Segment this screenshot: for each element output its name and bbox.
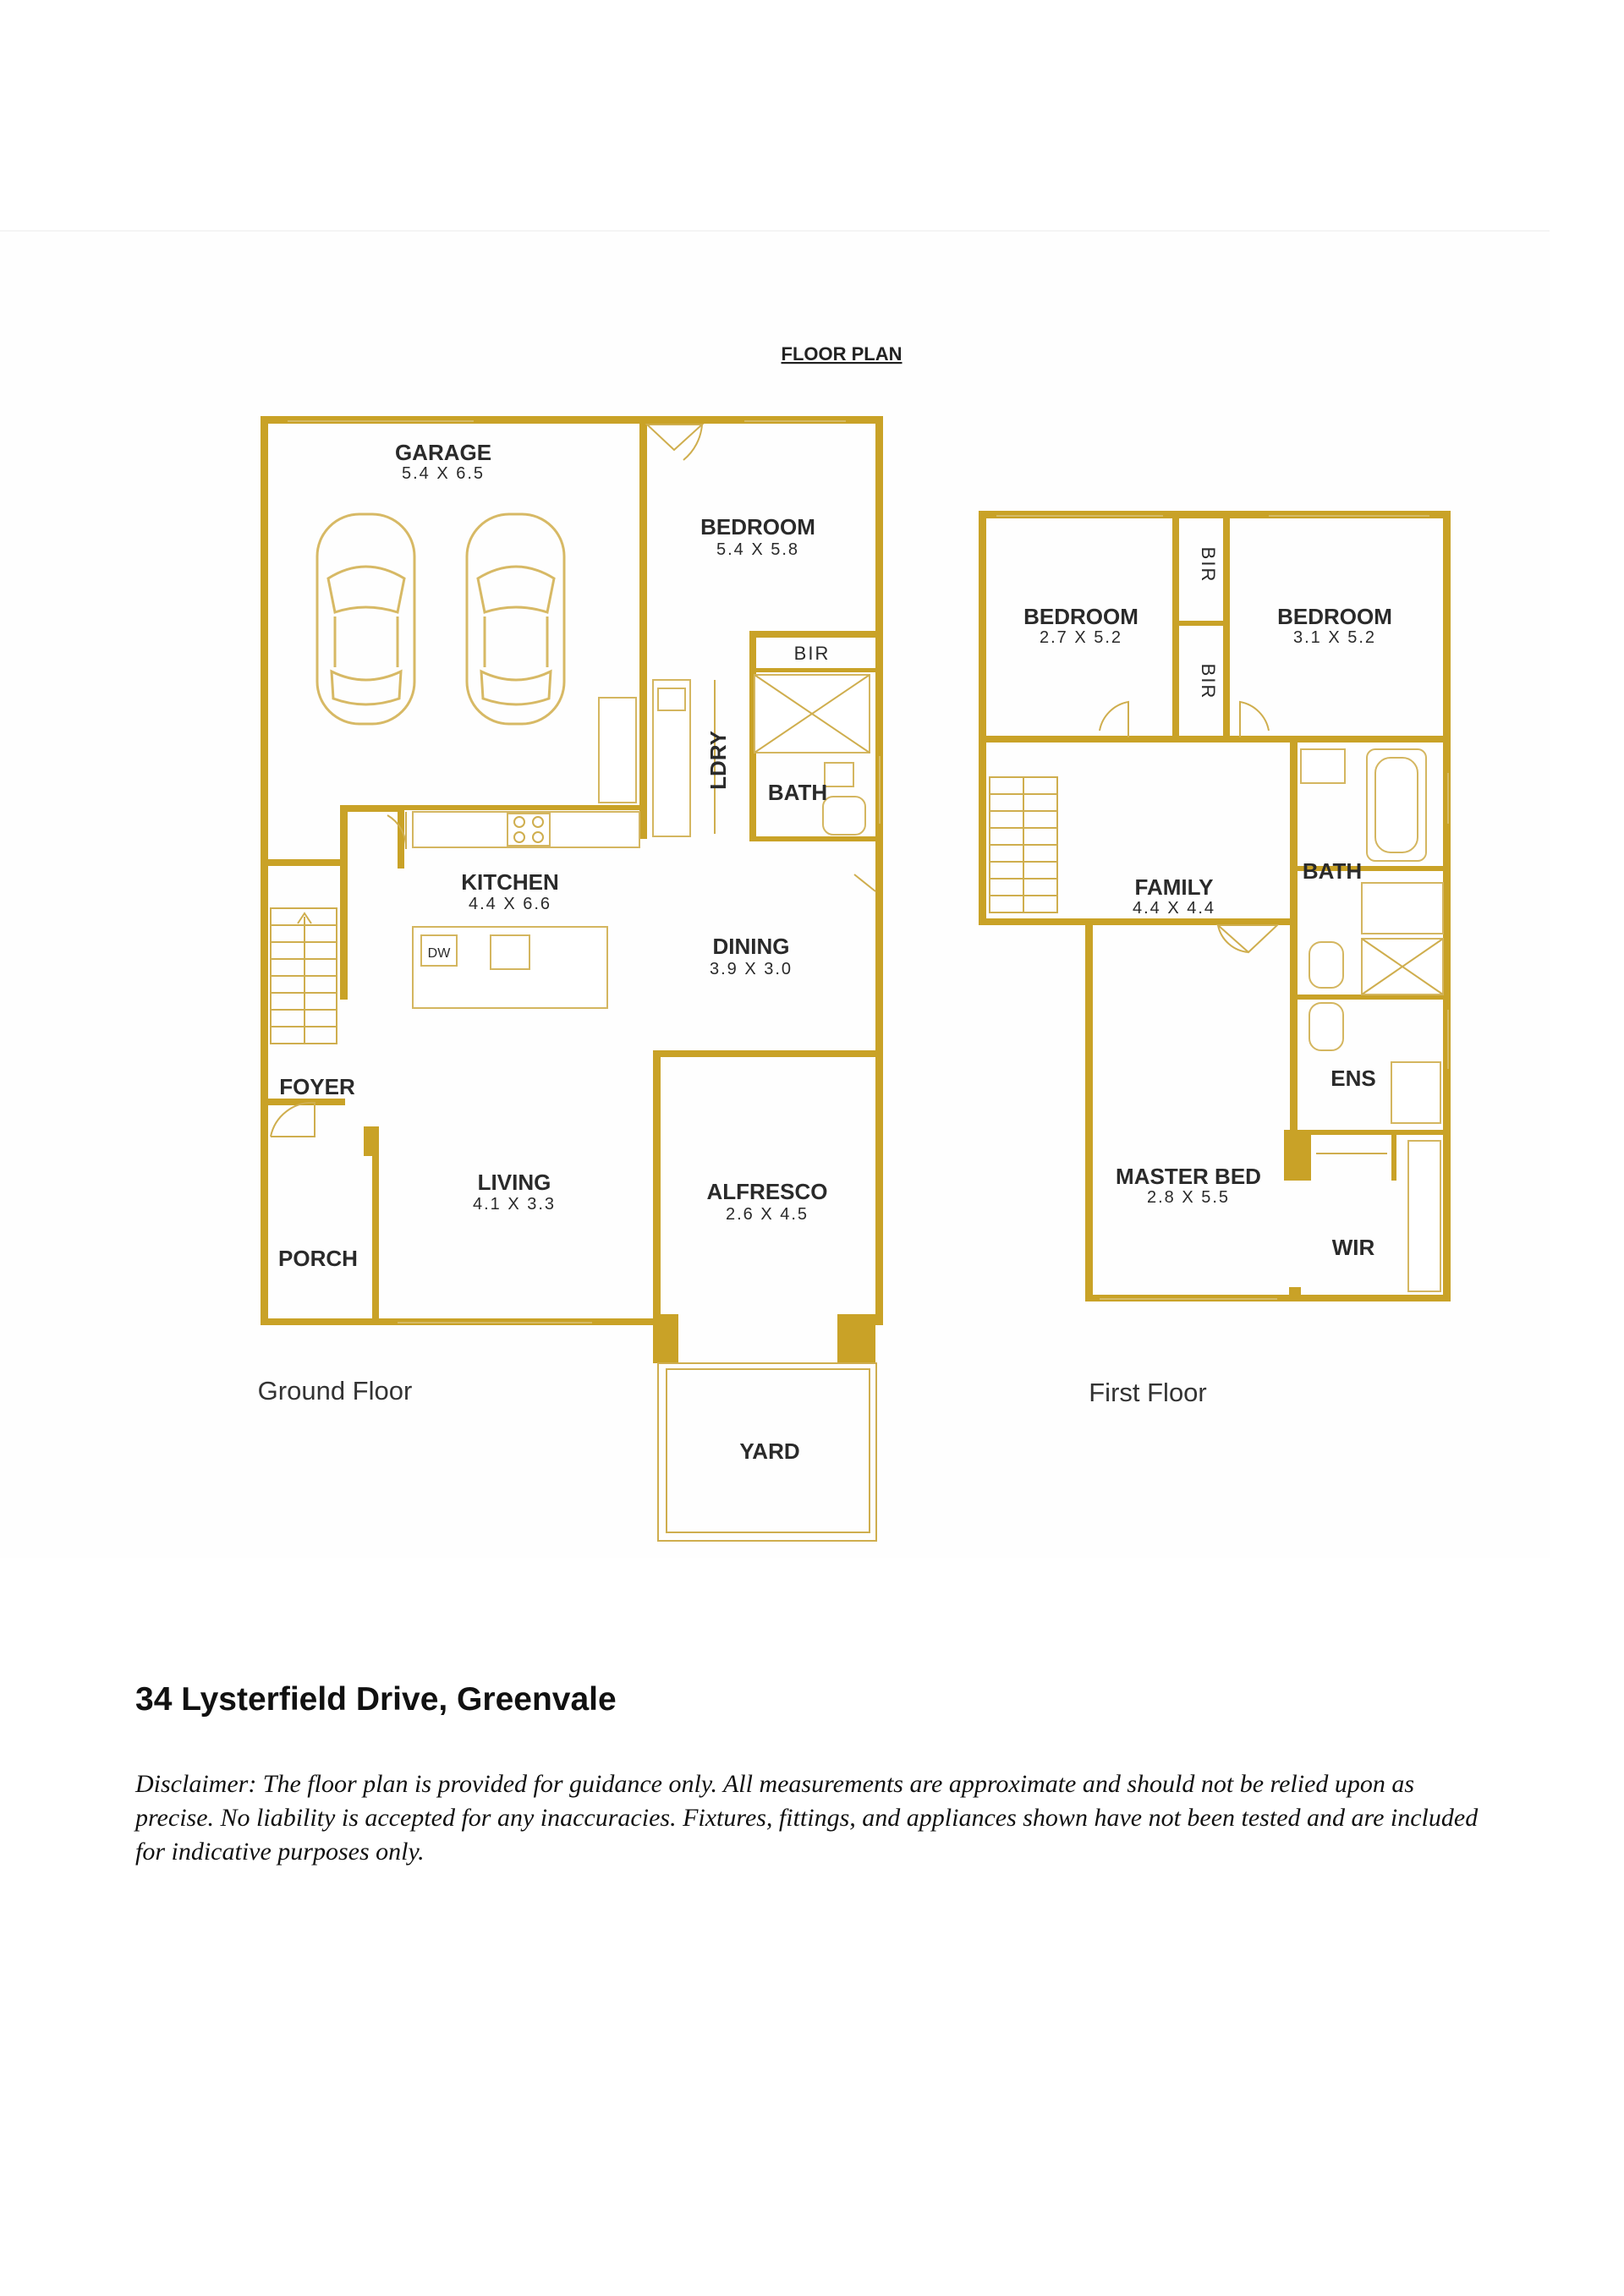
- wall-garage-top: [261, 416, 641, 424]
- floor-plan-diagram: [0, 232, 1550, 1558]
- wall-ens-wir: [1290, 1130, 1451, 1135]
- dishwasher-label: DW: [427, 946, 451, 961]
- wall-west: [261, 416, 268, 1325]
- door-entry: [271, 1103, 315, 1137]
- wall-alfresco-top: [653, 1050, 881, 1057]
- door-bed-left: [1100, 702, 1128, 737]
- wall-porch-east: [372, 1126, 379, 1325]
- wall-first-west: [979, 511, 986, 925]
- room-master-bed-name: MASTER BED: [1116, 1164, 1261, 1189]
- wall-garage-bottom-left: [340, 805, 399, 812]
- room-porch-name: PORCH: [278, 1246, 358, 1271]
- room-foyer-name: FOYER: [279, 1074, 355, 1099]
- car-left-icon: [317, 514, 414, 724]
- island-sink-icon: [491, 935, 529, 969]
- stairs-first: [990, 777, 1057, 912]
- cooktop-icon: [508, 814, 550, 846]
- bathtub-inner: [1375, 758, 1418, 852]
- wall-garage-door-jamb: [398, 805, 404, 869]
- room-bedroom-name: BEDROOM: [700, 514, 815, 540]
- property-address: 34 Lysterfield Drive, Greenvale: [135, 1681, 617, 1718]
- wall-column-alfresco-left: [653, 1314, 678, 1363]
- stairs-ground: [271, 908, 337, 1044]
- floor-plan-title: FLOOR PLAN: [781, 343, 903, 364]
- wall-column-alfresco-right: [837, 1314, 875, 1363]
- wall-stair-east: [340, 805, 348, 1000]
- door-bedroom-swing: [683, 425, 702, 460]
- room-living-dims: 4.1 X 3.3: [472, 1195, 557, 1214]
- room-alfresco-name: ALFRESCO: [706, 1179, 828, 1204]
- wall-bir-bottom: [749, 668, 876, 672]
- room-bedroom-left-dims: 2.7 X 5.2: [1039, 628, 1123, 647]
- room-bedroom-left-name: BEDROOM: [1023, 604, 1138, 629]
- room-ensuite-name: ENS: [1330, 1066, 1376, 1091]
- wall-garage-bedroom: [639, 416, 647, 839]
- ground-floor: [258, 416, 883, 1541]
- disclaimer-text: Disclaimer: The floor plan is provided for guidance only. All measurements are approximate and should not be relied upon as precise. No liability is accepted for any inaccuracies. Fixtures, fittings, and appliances shown have not been tested and are included for indicative purposes only.: [135, 1770, 1479, 1866]
- toilet-icon: [823, 797, 865, 835]
- wall-column-master: [1284, 1130, 1311, 1181]
- basin-first-icon: [1301, 749, 1345, 783]
- wall-bath-west-first: [1290, 737, 1298, 1142]
- wall-first-stair-bottom: [979, 918, 1089, 925]
- wall-bir-divider: [1172, 621, 1230, 626]
- room-garage-dims: 5.4 X 6.5: [401, 464, 486, 483]
- wall-bedrooms-bottom: [979, 736, 1451, 743]
- ground-floor-label: Ground Floor: [257, 1376, 413, 1406]
- room-wir-name: WIR: [1331, 1235, 1375, 1260]
- room-dining-dims: 3.9 X 3.0: [709, 960, 793, 978]
- room-dining-name: DINING: [712, 934, 790, 959]
- laundry-sink-icon: [658, 688, 685, 710]
- wall-garage-stair: [261, 859, 340, 866]
- room-yard-name: YARD: [739, 1438, 800, 1464]
- wall-south-left: [261, 1318, 660, 1325]
- first-floor: [979, 511, 1451, 1407]
- garage-bench: [599, 698, 636, 803]
- wir-shelf: [1408, 1141, 1440, 1291]
- door-bedroom: [647, 425, 702, 450]
- room-bir-top-name: BIR: [1198, 546, 1219, 584]
- door-master: [1218, 925, 1277, 952]
- vanity-first: [1362, 883, 1443, 934]
- room-garage-name: GARAGE: [394, 440, 492, 465]
- room-bath-name: BATH: [767, 780, 828, 805]
- wall-bedroom-top: [641, 416, 882, 424]
- car-right-icon: [467, 514, 564, 724]
- room-bedroom-right-name: BEDROOM: [1277, 604, 1392, 629]
- wall-east: [875, 416, 883, 1325]
- toilet-first-icon: [1309, 942, 1343, 988]
- room-bath-first-name: BATH: [1302, 858, 1363, 884]
- wall-wir-divider: [1391, 1130, 1396, 1181]
- wall-alfresco-west: [653, 1050, 661, 1325]
- room-family-name: FAMILY: [1134, 874, 1214, 900]
- room-bir-name: BIR: [793, 643, 831, 664]
- room-kitchen-name: KITCHEN: [461, 869, 559, 895]
- basin-icon: [825, 763, 853, 786]
- ens-vanity-icon: [1391, 1062, 1440, 1123]
- wall-stub-south: [1289, 1287, 1301, 1301]
- wall-master-west: [1085, 918, 1093, 1301]
- room-living-name: LIVING: [477, 1170, 551, 1195]
- toilet-ens-icon: [1309, 1003, 1343, 1050]
- wall-first-top: [979, 511, 1451, 518]
- floor-plan-panel: [0, 230, 1550, 1558]
- door-bath: [854, 874, 875, 891]
- room-alfresco-dims: 2.6 X 4.5: [725, 1205, 809, 1224]
- room-bedroom-right-dims: 3.1 X 5.2: [1292, 628, 1377, 647]
- wall-bir-top: [749, 631, 876, 638]
- room-laundry-name: LDRY: [705, 731, 731, 790]
- room-master-bed-dims: 2.8 X 5.5: [1146, 1188, 1231, 1207]
- wall-first-east: [1443, 511, 1451, 1301]
- room-kitchen-dims: 4.4 X 6.6: [468, 895, 552, 913]
- wall-family-bottom: [1087, 918, 1297, 925]
- room-bedroom-dims: 5.4 X 5.8: [716, 540, 800, 559]
- room-bir-bottom-name: BIR: [1198, 663, 1219, 700]
- wall-bath-bottom: [749, 836, 876, 841]
- wall-first-south: [1085, 1295, 1451, 1301]
- door-bed-right: [1240, 702, 1269, 737]
- wall-kitchen-bench-back: [399, 805, 645, 810]
- room-family-dims: 4.4 X 4.4: [1132, 899, 1216, 918]
- first-floor-label: First Floor: [1089, 1378, 1207, 1407]
